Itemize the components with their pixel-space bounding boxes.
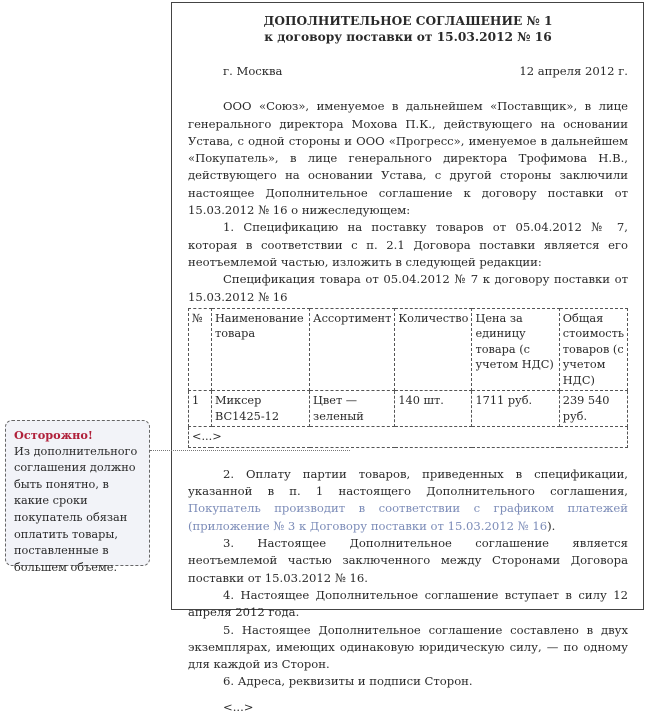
cell-total: 239 540 руб. [559,391,627,427]
document-content [188,13,628,716]
callout-connector-line [150,450,350,451]
cell-quantity: 140 шт. [395,391,472,427]
callout-title: Осторожно! [14,428,93,442]
document-title [188,13,628,45]
table-row [189,391,628,427]
clause-3: 3. Настоящее Дополнительное соглашение является неотъемлемой частью заключенного между Сторонами Договора поставки от 15.03.2012 № 16. [188,536,628,585]
preamble: ООО «Союз», именуемое в дальнейшем «Поставщик», в лице генерального директора Мохова П.К., действующего на основании Устава, с одной стороны и ООО «Прогресс», именуемое в дальнейшем «Покупатель», в лице генерального директора Трофимова Н.В., действующего на основании Устава, с другой стороны заключили настоящее Дополнительное соглашение к договору поставки от 15.03.2012 № 16 о нижеследующем: [188,99,628,218]
document-page [171,2,644,714]
clause-2 [188,466,628,535]
header-cell: Ассортимент [310,308,395,391]
cell-number: 1 [189,391,212,427]
clause-2-highlight: Покупатель производит в соответствии с графиком платежей (приложение № 3 к Договору поставки от 15.03.2012 № 16 [188,501,628,533]
spec-heading: Спецификация товара от 05.04.2012 № 7 к договору поставки от 15.03.2012 № 16 [188,272,628,304]
cell-name: Миксер BC1425-12 [211,391,309,427]
header-cell: Количество [395,308,472,391]
clause-2-end: ). [547,518,556,533]
title-line-2: к договору поставки от 15.03.2012 № 16 [264,30,552,44]
cell-unit-price: 1711 руб. [472,391,559,427]
title-line-1: ДОПОЛНИТЕЛЬНОЕ СОГЛАШЕНИЕ № 1 [263,14,553,28]
table-ellipsis-row [189,427,628,448]
date: 12 апреля 2012 г. [519,64,628,78]
table-ellipsis: <...> [189,427,628,448]
clause-6: 6. Адреса, реквизиты и подписи Сторон. [223,674,473,689]
callout-text: Из дополнительного соглашения должно быть понятно, в какие сроки покупатель обязан оплатить товары, поставленные в большем объеме. [14,444,138,574]
header-cell: Цена за единицу товара (с учетом НДС) [472,308,559,391]
header-cell: Наименование товара [211,308,309,391]
clause-2-start: 2. Оплату партии товаров, приведенных в спецификации, указанной в п. 1 настоящего Дополнительного соглашения, [188,466,628,499]
end-ellipsis: <...> [223,699,254,714]
clause-5: 5. Настоящее Дополнительное соглашение составлено в двух экземплярах, имеющих одинаковую юридическую силу, — по одному для каждой из Сторон. [188,622,628,672]
city: г. Москва [223,64,283,78]
table-header-row [189,308,628,391]
warning-callout [5,420,150,574]
specification-table [188,308,628,448]
header-cell: № [189,308,212,391]
clause-4: 4. Настоящее Дополнительное соглашение вступает в силу 12 апреля 2012 года. [188,587,628,620]
cell-assortment: Цвет — зеленый [310,391,395,427]
clause-1: 1. Спецификацию на поставку товаров от 05.04.2012 № 7, которая в соответствии с п. 2.1 Договора поставки является его неотъемлемой частью, изложить в следующей редакции: [188,220,628,269]
header-cell: Общая стоимость товаров (с учетом НДС) [559,308,627,391]
city-date-row [188,63,628,80]
